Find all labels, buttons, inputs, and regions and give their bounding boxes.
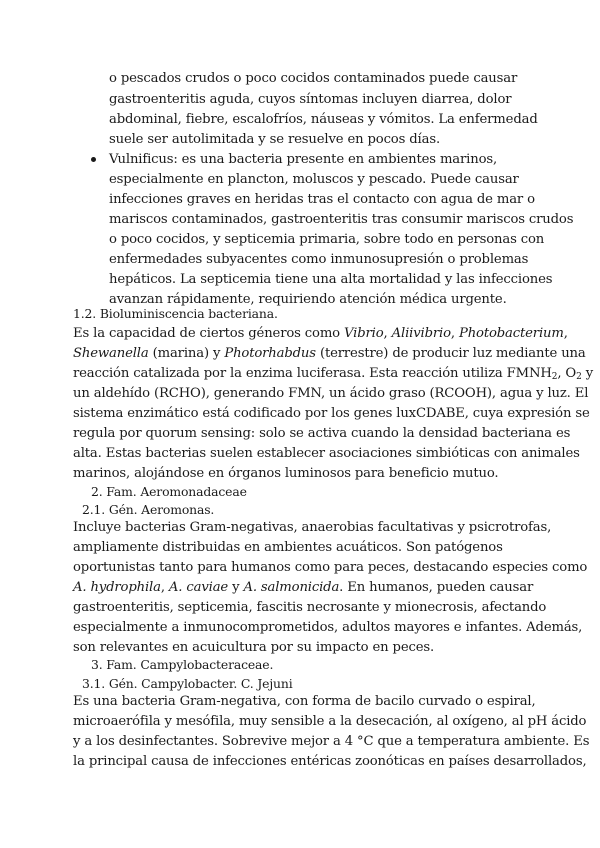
text-line: Vulnificus: es una bacteria presente en ambientes marinos, [109,152,498,167]
text-line: o poco cocidos, y septicemia primaria, sobre todo en personas con [109,232,545,247]
text-line: avanzan rápidamente, requiriendo atención médica urgente. [109,292,507,307]
text-line: ampliamente distribuidas en ambientes acuáticos. Son patógenos [73,540,503,555]
text-line: abdominal, fiebre, escalofríos, náuseas y vómitos. La enfermedad [109,112,538,127]
text-line: Incluye bacterias Gram-negativas, anaerobias facultativas y psicrotrofas, [73,520,552,535]
subsection-heading: 2.1. Gén. Aeromonas. [82,502,215,517]
subsection-heading: 3.1. Gén. Campylobacter. C. Jejuni [82,676,293,691]
text-line: microaerófila y mesófila, muy sensible a la desecación, al oxígeno, al pH ácido [73,714,587,729]
text-line: infecciones graves en heridas tras el contacto con agua de mar o [109,192,535,207]
text-line: marinos, alojándose en órganos luminosos para beneficio mutuo. [73,466,499,481]
text-line: alta. Estas bacterias suelen establecer asociaciones simbióticas con animales [73,446,580,461]
text-line: la principal causa de infecciones entéricas zoonóticas en países desarrollados, [73,754,587,769]
text-line: regula por quorum sensing: solo se activa cuando la densidad bacteriana es [73,426,571,441]
text-line: A. hydrophila, A. caviae y A. salmonicida. En humanos, pueden causar [73,580,534,595]
text-line: mariscos contaminados, gastroenteritis tras consumir mariscos crudos [109,212,574,227]
text-line: oportunistas tanto para humanos como para peces, destacando especies como [73,560,588,575]
text-line: son relevantes en acuicultura por su impacto en peces. [73,640,435,655]
section-heading: 2. Fam. Aeromonadaceae [91,484,247,499]
text-line: un aldehído (RCHO), generando FMN, un ácido graso (RCOOH), agua y luz. El [73,386,589,401]
text-line: sistema enzimático está codificado por los genes luxCDABE, cuya expresión se [73,406,590,421]
text-line: y a los desinfectantes. Sobrevive mejor a 4 °C que a temperatura ambiente. Es [73,734,590,749]
bullet-dot [91,157,96,162]
text-line: enfermedades subyacentes como inmunosupresión o problemas [109,252,529,267]
text-line: especialmente en plancton, moluscos y pescado. Puede causar [109,172,519,187]
section-heading: 1.2. Bioluminiscencia bacteriana. [73,306,278,321]
text-line: Es la capacidad de ciertos géneros como Vibrio, Aliivibrio, Photobacterium, [73,326,568,341]
text-line: gastroenteritis aguda, cuyos síntomas incluyen diarrea, dolor [109,92,512,107]
text-line: reacción catalizada por la enzima luciferasa. Esta reacción utiliza $FMNH_2$, $O_2$ y [73,366,594,382]
text-line: Shewanella (marina) y Photorhabdus (terrestre) de producir luz mediante una [73,346,586,361]
text-line: Es una bacteria Gram-negativa, con forma de bacilo curvado o espiral, [73,694,536,709]
text-line: suele ser autolimitada y se resuelve en pocos días. [109,132,440,147]
text-line: o pescados crudos o poco cocidos contaminados puede causar [109,71,518,86]
section-heading: 3. Fam. Campylobacteraceae. [91,657,274,672]
text-line: gastroenteritis, septicemia, fascitis necrosante y mionecrosis, afectando [73,600,547,615]
text-line: especialmente a inmunocomprometidos, adultos mayores e infantes. Además, [73,620,583,635]
text-line: hepáticos. La septicemia tiene una alta mortalidad y las infecciones [109,272,553,287]
